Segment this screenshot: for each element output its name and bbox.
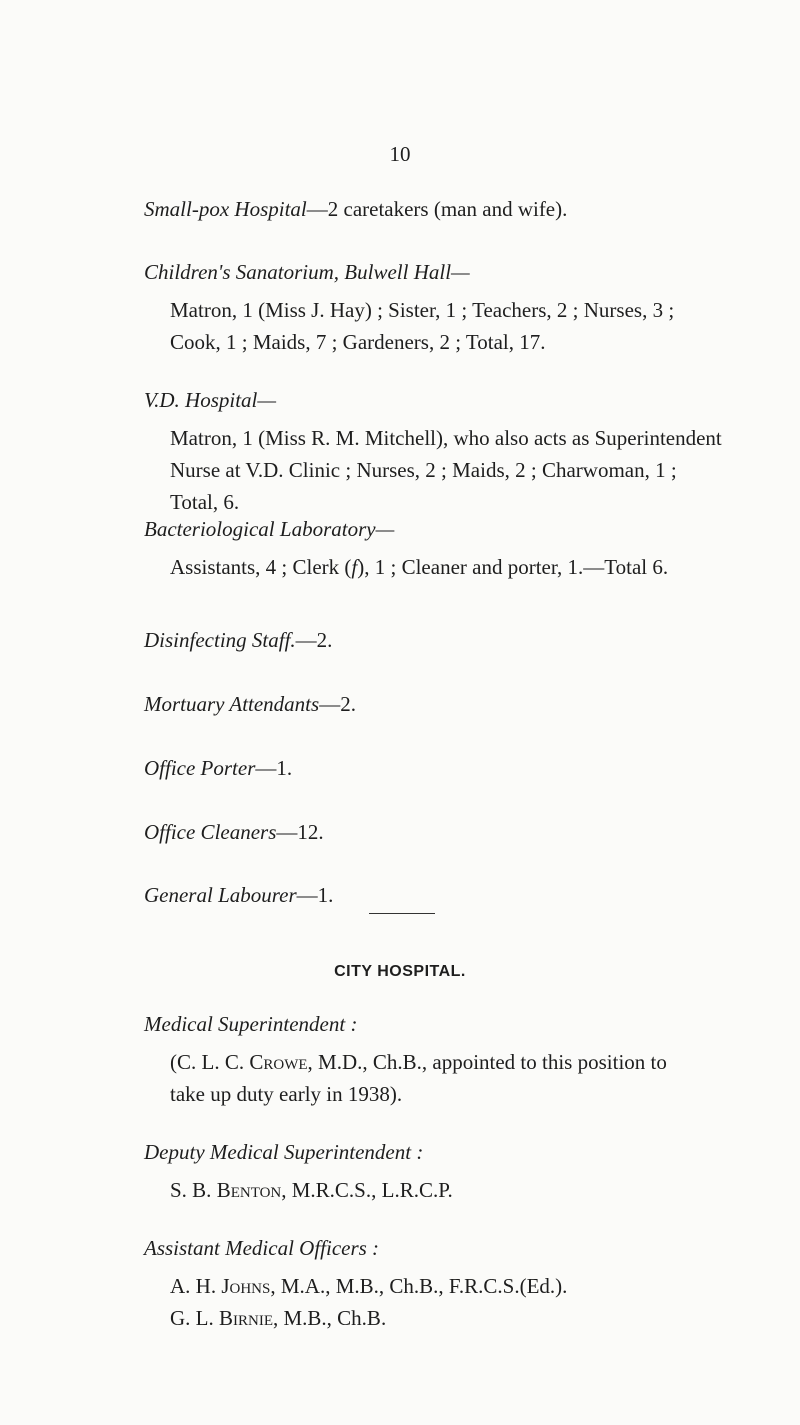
entry-heading: V.D. Hospital— xyxy=(144,388,277,412)
entry-heading: Office Cleaners xyxy=(144,820,277,844)
entry-heading: Office Porter xyxy=(144,756,256,780)
entry-bacteriological-laboratory xyxy=(144,513,774,583)
entry-line xyxy=(170,1270,774,1302)
entry-text: —2 caretakers (man and wife). xyxy=(306,197,568,221)
entry-line: Nurse at V.D. Clinic ; Nurses, 2 ; Maids, 2 ; Charwoman, 1 ; xyxy=(170,458,677,482)
entry-heading: Mortuary Attendants xyxy=(144,692,320,716)
entry-heading: Children's Sanatorium, Bulwell Hall— xyxy=(144,260,470,284)
entry-text: (C. L. C. xyxy=(170,1050,250,1074)
entry-heading: Disinfecting Staff. xyxy=(144,628,296,652)
person-surname: Johns xyxy=(221,1274,271,1298)
person-surname: Birnie xyxy=(219,1306,273,1330)
entry-line: Cook, 1 ; Maids, 7 ; Gardeners, 2 ; Total, 17. xyxy=(170,330,546,354)
entry-heading: Assistant Medical Officers : xyxy=(144,1236,380,1260)
entry-text: , M.D., Ch.B., appointed to this position to xyxy=(307,1050,667,1074)
entry-text: —1. xyxy=(255,756,293,780)
entry-line: Matron, 1 (Miss R. M. Mitchell), who also acts as Superintendent xyxy=(170,426,722,450)
page-number: 10 xyxy=(389,142,411,166)
entry-line: take up duty early in 1938). xyxy=(170,1082,403,1106)
entry-heading: General Labourer xyxy=(144,883,297,907)
entry-office-cleaners xyxy=(144,816,774,848)
section-title: CITY HOSPITAL. xyxy=(334,963,466,980)
person-surname: Crowe xyxy=(249,1050,308,1074)
entry-body xyxy=(144,294,774,358)
entry-line xyxy=(170,1046,774,1078)
entry-general-labourer xyxy=(144,879,774,911)
entry-office-porter xyxy=(144,752,774,784)
entry-text: —2. xyxy=(319,692,356,716)
entry-heading: Deputy Medical Superintendent : xyxy=(144,1140,424,1164)
entry-smallpox-hospital xyxy=(144,193,774,225)
entry-text: , M.R.C.S., L.R.C.P. xyxy=(281,1178,453,1202)
entry-text: —2. xyxy=(295,628,333,652)
person-surname: Benton xyxy=(216,1178,282,1202)
entry-line xyxy=(170,1302,774,1334)
entry-body xyxy=(144,1270,774,1334)
entry-text-italic: f xyxy=(351,555,358,579)
entry-assistant-medical-officers xyxy=(144,1232,774,1334)
section-divider xyxy=(369,913,435,914)
entry-text: —1. xyxy=(296,883,334,907)
entry-line: Matron, 1 (Miss J. Hay) ; Sister, 1 ; Teachers, 2 ; Nurses, 3 ; xyxy=(170,298,675,322)
entry-text: S. B. xyxy=(170,1178,217,1202)
entry-text: , M.B., Ch.B. xyxy=(273,1306,387,1330)
entry-text: G. L. xyxy=(170,1306,219,1330)
entry-deputy-medical-superintendent xyxy=(144,1136,774,1206)
entry-heading: Medical Superintendent : xyxy=(144,1012,358,1036)
entry-disinfecting-staff xyxy=(144,624,774,656)
entry-mortuary-attendants xyxy=(144,688,774,720)
entry-text: A. H. xyxy=(170,1274,222,1298)
entry-heading: Small-pox Hospital xyxy=(144,197,307,221)
entry-text: , M.A., M.B., Ch.B., F.R.C.S.(Ed.). xyxy=(270,1274,568,1298)
entry-text: ), 1 ; Cleaner and porter, 1.—Total 6. xyxy=(357,555,669,579)
entry-body xyxy=(144,1174,774,1206)
entry-body xyxy=(144,551,774,583)
entry-childrens-sanatorium xyxy=(144,256,774,358)
entry-text: Assistants, 4 ; Clerk ( xyxy=(170,555,352,579)
entry-medical-superintendent xyxy=(144,1008,774,1110)
entry-text: —12. xyxy=(276,820,324,844)
entry-body xyxy=(144,1046,774,1110)
entry-line: Total, 6. xyxy=(170,490,240,514)
entry-vd-hospital xyxy=(144,384,774,518)
entry-body xyxy=(144,422,774,518)
entry-heading: Bacteriological Laboratory— xyxy=(144,517,395,541)
